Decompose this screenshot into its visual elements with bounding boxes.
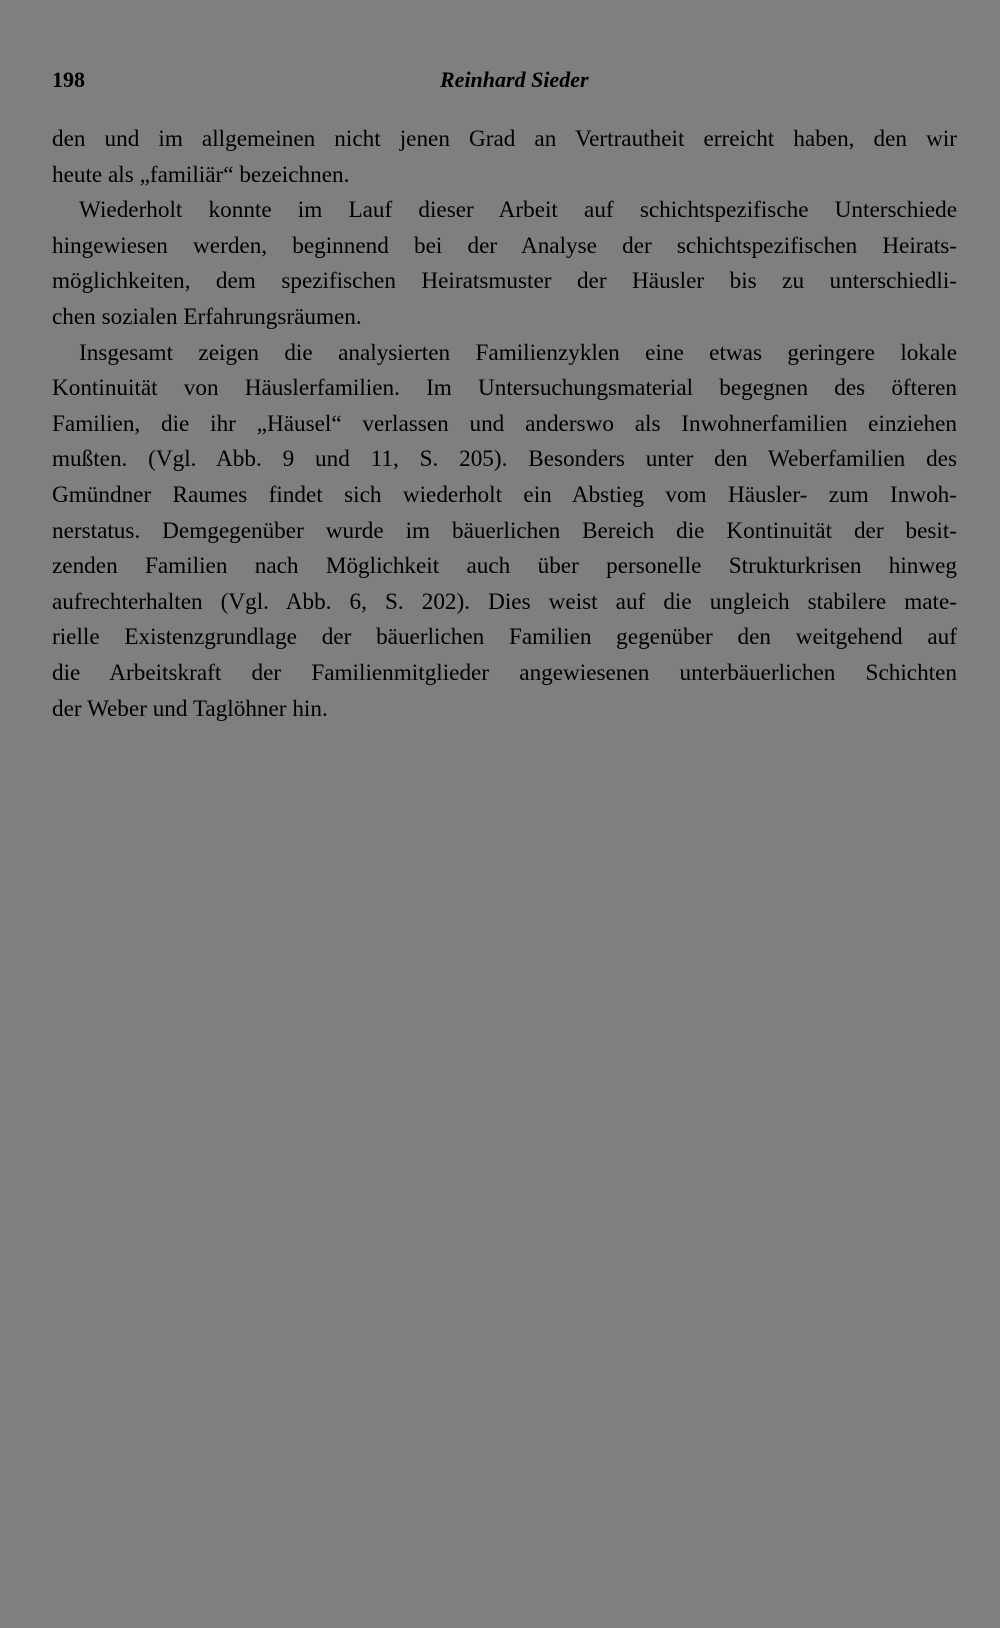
text-line: den und im allgemeinen nicht jenen Grad an Vertrautheit erreicht haben, den wir	[52, 126, 957, 152]
text-line: Wiederholt konnte im Lauf dieser Arbeit auf schichtspezifische Unterschiede	[79, 197, 957, 224]
text-line: hingewiesen werden, beginnend bei der Analyse der schichtspezifischen Heirats-	[52, 232, 957, 259]
text-line: chen sozialen Erfahrungsräumen.	[52, 303, 362, 330]
text-line: mußten. (Vgl. Abb. 9 und 11, S. 205). Besonders unter den Weberfamilien des	[52, 446, 957, 473]
paragraph	[52, 193, 957, 335]
text-line: aufrechterhalten (Vgl. Abb. 6, S. 202). Dies weist auf die ungleich stabilere mate-	[52, 588, 957, 615]
running-head	[52, 62, 957, 96]
text-line: heute als „familiär“ bezeichnen.	[52, 161, 350, 188]
text-line: nerstatus. Demgegenüber wurde im bäuerlichen Bereich die Kontinuität der besit-	[52, 517, 957, 544]
text-line: die Arbeitskraft der Familienmitglieder angewiesenen unterbäuerlichen Schichten	[52, 659, 957, 686]
text-line: zenden Familien nach Möglichkeit auch über personelle Strukturkrisen hinweg	[52, 553, 957, 580]
text-line: der Weber und Taglöhner hin.	[52, 695, 328, 722]
paragraph	[52, 122, 957, 193]
body-text	[52, 122, 957, 727]
text-line: Insgesamt zeigen die analysierten Familienzyklen eine etwas geringere lokale	[79, 339, 957, 366]
page-number: 198	[52, 67, 85, 92]
text-line: Gmündner Raumes findet sich wiederholt ein Abstieg vom Häusler- zum Inwoh-	[52, 481, 957, 508]
running-title: Reinhard Sieder	[440, 67, 589, 92]
text-line: möglichkeiten, dem spezifischen Heiratsmuster der Häusler bis zu unterschiedli-	[52, 268, 957, 295]
text-line: Kontinuität von Häuslerfamilien. Im Untersuchungsmaterial begegnen des öfteren	[52, 375, 957, 402]
paragraph	[52, 336, 957, 728]
text-line: Familien, die ihr „Häusel“ verlassen und anderswo als Inwohnerfamilien einziehen	[52, 410, 957, 437]
book-page	[52, 62, 957, 727]
text-line: rielle Existenzgrundlage der bäuerlichen Familien gegenüber den weitgehend auf	[52, 624, 957, 651]
